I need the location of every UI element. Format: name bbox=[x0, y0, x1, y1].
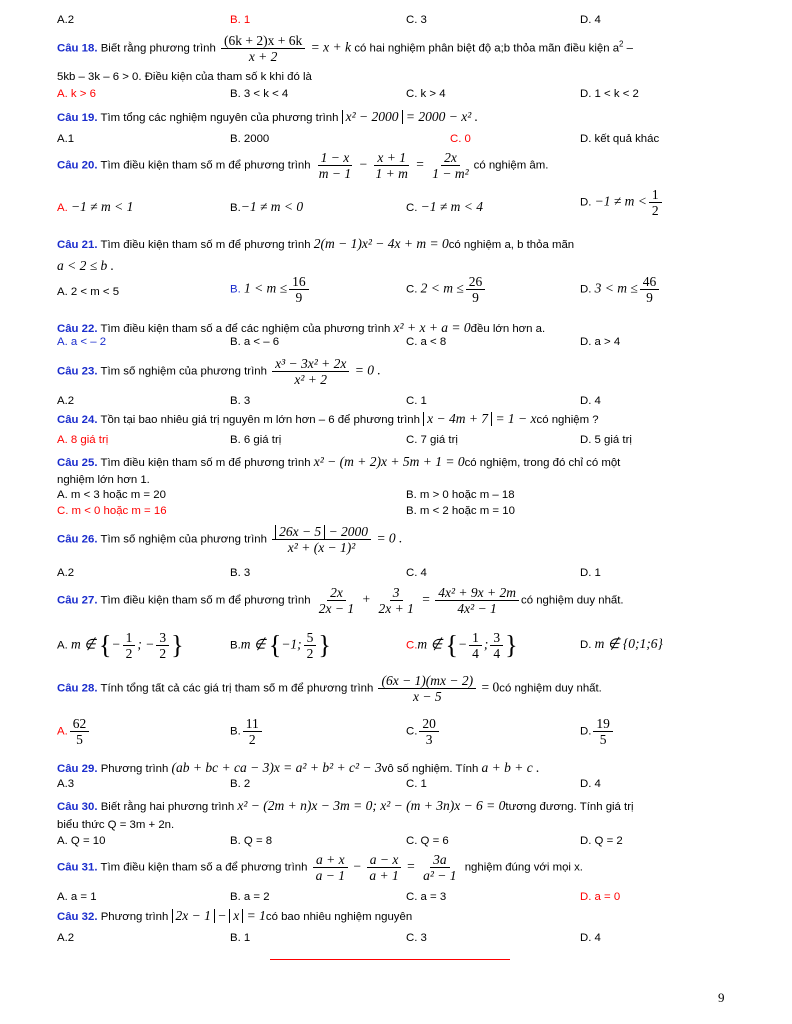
q26-option-a: A.2 bbox=[57, 567, 75, 579]
q18-label: Câu 18. bbox=[57, 42, 98, 55]
q19-stem: Câu 19. Tìm tổng các nghiệm nguyên của phương trình x² − 2000 = 2000 − x² . bbox=[57, 109, 479, 124]
q21-stem: Câu 21. Tìm điều kiện tham số m để phương trình 2(m − 1)x² − 4x + m = 0có nghiệm a, b thỏa mãn bbox=[57, 236, 575, 251]
q22-label: Câu 22. bbox=[57, 323, 98, 335]
q31-option-b: B. a = 2 bbox=[230, 891, 270, 903]
q30-option-d: D. Q = 2 bbox=[580, 835, 623, 847]
q18-option-a: A. k > 6 bbox=[57, 88, 96, 100]
q26-option-c: C. 4 bbox=[406, 567, 427, 579]
q20-option-c: C. −1 ≠ m < 4 bbox=[406, 199, 483, 214]
page-number: 9 bbox=[718, 990, 725, 1005]
q20-options bbox=[0, 187, 792, 218]
q25-option-b: B. m > 0 hoặc m – 18 bbox=[406, 489, 515, 501]
q22-option-c: C. a < 8 bbox=[406, 336, 447, 348]
q21-option-a: A. 2 < m < 5 bbox=[57, 286, 120, 298]
q30-stem: Câu 30. Biết rằng hai phương trình x² − (2m + n)x − 3m = 0; x² − (m + 3n)x − 6 = 0tương đương. Tính giá trị bbox=[57, 798, 634, 813]
q23-label: Câu 23. bbox=[57, 365, 98, 378]
q18-options bbox=[0, 88, 792, 104]
q23-stem: Câu 23. Tìm số nghiệm của phương trình $\frac{\text{x³ − 3x² + 2x}}{\text{x² + 2}}$ = 0 . bbox=[57, 356, 381, 387]
q32-stem: Câu 32. Phương trình 2x − 1 − x = 1có bao nhiêu nghiệm nguyên bbox=[57, 908, 413, 923]
q17-option-d: D. 4 bbox=[580, 14, 601, 26]
q25-options-row2 bbox=[0, 505, 792, 521]
q26-options bbox=[0, 567, 792, 583]
q21-label: Câu 21. bbox=[57, 239, 98, 251]
q25-option-c: C. m < 0 hoặc m = 16 bbox=[57, 505, 167, 517]
q19-abs: x² − 2000 bbox=[342, 110, 403, 124]
q18-stem: Câu 18. Biết rằng phương trình $\frac{(6k + 2)x + 6k}{x + 2}$ = x + k có hai nghiệm phân biệt độ a;b thỏa mãn điều kiện $a^2$ – bbox=[57, 33, 633, 64]
q31-option-c: C. a = 3 bbox=[406, 891, 447, 903]
q28-option-c: C. $\frac{20}{3}$ bbox=[406, 716, 441, 747]
q29-option-b: B. 2 bbox=[230, 778, 251, 790]
q29-stem: Câu 29. Phương trình (ab + bc + ca − 3)x = a² + b² + c² − 3vô số nghiệm. Tính a + b + c . bbox=[57, 760, 540, 775]
q26-option-d: D. 1 bbox=[580, 567, 601, 579]
q23-option-d: D. 4 bbox=[580, 395, 601, 407]
footer-divider bbox=[270, 959, 510, 960]
q20-label: Câu 20. bbox=[57, 159, 98, 172]
q23-option-a: A.2 bbox=[57, 395, 75, 407]
q23-option-c: C. 1 bbox=[406, 395, 427, 407]
q27-option-c: C.m ∉ {− $\frac{1}{4}$ ; $\frac{3}{4}$ } bbox=[406, 630, 518, 661]
q32-label: Câu 32. bbox=[57, 911, 98, 923]
q22-stem: Câu 22. Tìm điều kiện tham số a để các nghiệm của phương trình x² + x + a = 0đều lớn hơn a. bbox=[57, 320, 546, 335]
q31-option-a: A. a = 1 bbox=[57, 891, 97, 903]
q32-option-a: A.2 bbox=[57, 932, 75, 944]
q24-option-a: A. 8 giá trị bbox=[57, 434, 109, 446]
q23-options bbox=[0, 395, 792, 411]
q31-label: Câu 31. bbox=[57, 861, 98, 874]
q25-option-d: B. m < 2 hoặc m = 10 bbox=[406, 505, 515, 517]
q19-option-b: B. 2000 bbox=[230, 133, 270, 145]
q22-option-b: B. a < – 6 bbox=[230, 336, 280, 348]
q19-option-a: A.1 bbox=[57, 133, 75, 145]
q27-options bbox=[0, 630, 792, 666]
q19-option-d: D. kết quả khác bbox=[580, 133, 660, 145]
q24-option-d: D. 5 giá trị bbox=[580, 434, 632, 446]
q28-options bbox=[0, 716, 792, 752]
q25-stem: Câu 25. Tìm điều kiện tham số m để phương trình x² − (m + 2)x + 5m + 1 = 0có nghiệm, trong đó chỉ có một bbox=[57, 454, 621, 469]
q31-stem: Câu 31. Tìm điều kiện tham số a để phương trình $\frac{a + x}{a - 1}$ − $\frac{a - x}{a + 1}$ = $\frac{3a}{\text{a² − 1}}$ nghiệm đúng với mọi x. bbox=[57, 852, 583, 883]
q29-label: Câu 29. bbox=[57, 763, 98, 775]
q27-option-d: D. m ∉ {0;1;6} bbox=[580, 636, 663, 651]
q31-option-d: D. a = 0 bbox=[580, 891, 621, 903]
q26-option-b: B. 3 bbox=[230, 567, 251, 579]
q28-option-b: B. $\frac{11}{2}$ bbox=[230, 716, 264, 747]
q18-stem-line2: 5kb – 3k – 6 > 0. Điều kiện của tham số k khi đó là bbox=[57, 71, 312, 83]
q28-label: Câu 28. bbox=[57, 682, 98, 695]
q25-label: Câu 25. bbox=[57, 457, 98, 469]
q17-option-c: C. 3 bbox=[406, 14, 427, 26]
q18-fraction: $\frac{(6k + 2)x + 6k}{x + 2}$ bbox=[221, 33, 305, 64]
q30-option-b: B. Q = 8 bbox=[230, 835, 273, 847]
q20-option-a: A. −1 ≠ m < 1 bbox=[57, 199, 134, 214]
q27-label: Câu 27. bbox=[57, 594, 98, 607]
q24-option-b: B. 6 giá trị bbox=[230, 434, 282, 446]
q17-options bbox=[0, 14, 792, 30]
q22-options bbox=[0, 336, 792, 352]
q26-stem: Câu 26. Tìm số nghiệm của phương trình $\frac{26x - 5 - 2000}{\text{x² + (x − 1)²}}$ = 0 . bbox=[57, 524, 403, 555]
q21-option-b: B. 1 < m ≤ $\frac{16}{9}$ bbox=[230, 274, 311, 305]
q18-option-b: B. 3 < k < 4 bbox=[230, 88, 289, 100]
q30-option-c: C. Q = 6 bbox=[406, 835, 449, 847]
q28-stem: Câu 28. Tính tổng tất cả các giá trị tham số m để phương trình $\frac{(6x - 1)(mx - 2)}{x - 5}$ = 0có nghiệm duy nhất. bbox=[57, 673, 602, 704]
q21-options bbox=[0, 274, 792, 305]
q29-option-d: D. 4 bbox=[580, 778, 601, 790]
q23-option-b: B. 3 bbox=[230, 395, 251, 407]
q32-option-c: C. 3 bbox=[406, 932, 427, 944]
q24-option-c: C. 7 giá trị bbox=[406, 434, 458, 446]
q25-option-a: A. m < 3 hoặc m = 20 bbox=[57, 489, 166, 501]
q20-option-b: B.−1 ≠ m < 0 bbox=[230, 199, 304, 214]
q17-option-b: B. 1 bbox=[230, 14, 251, 26]
q29-option-a: A.3 bbox=[57, 778, 75, 790]
q27-stem: Câu 27. Tìm điều kiện tham số m để phương trình $\frac{2x}{2x - 1}$ + $\frac{3}{2x + 1}$ = $\frac{\text{4x² + 9x + 2m}}{\text{4x² − 1}}$ có nghiệm duy nhất. bbox=[57, 585, 624, 616]
q30-option-a: A. Q = 10 bbox=[57, 835, 106, 847]
q21-stem-line2: a < 2 ≤ b . bbox=[57, 258, 115, 273]
q18-option-c: C. k > 4 bbox=[406, 88, 446, 100]
q30-label: Câu 30. bbox=[57, 801, 98, 813]
q31-options bbox=[0, 891, 792, 907]
q27-option-b: B.m ∉ {−1; $\frac{5}{2}$ } bbox=[230, 630, 331, 661]
q22-option-d: D. a > 4 bbox=[580, 336, 621, 348]
q32-option-d: D. 4 bbox=[580, 932, 601, 944]
q29-options bbox=[0, 778, 792, 794]
q19-option-c: C. 0 bbox=[450, 133, 471, 145]
q24-label: Câu 24. bbox=[57, 414, 98, 426]
q27-option-a: A. m ∉ {− $\frac{1}{2}$ ; − $\frac{3}{2}$ } bbox=[57, 630, 184, 661]
q32-options bbox=[0, 932, 792, 948]
q30-stem-line2: biểu thức Q = 3m + 2n. bbox=[57, 819, 175, 831]
q26-label: Câu 26. bbox=[57, 533, 98, 546]
q19-options bbox=[0, 133, 792, 149]
q22-option-a: A. a < – 2 bbox=[57, 336, 107, 348]
q21-option-d: D. 3 < m ≤ $\frac{46}{9}$ bbox=[580, 274, 661, 305]
q32-option-b: B. 1 bbox=[230, 932, 251, 944]
q29-option-c: C. 1 bbox=[406, 778, 427, 790]
q20-option-d: D. −1 ≠ m < $\frac{1}{2}$ bbox=[580, 187, 664, 218]
q30-options bbox=[0, 835, 792, 851]
q25-stem-line2: nghiệm lớn hơn 1. bbox=[57, 474, 150, 486]
q21-option-c: C. 2 < m ≤ $\frac{26}{9}$ bbox=[406, 274, 487, 305]
q25-options-row1 bbox=[0, 489, 792, 505]
q18-option-d: D. 1 < k < 2 bbox=[580, 88, 639, 100]
q19-label: Câu 19. bbox=[57, 112, 98, 124]
q24-stem: Câu 24. Tồn tại bao nhiêu giá trị nguyên m lớn hơn – 6 để phương trình x − 4m + 7 = 1 − xcó nghiệm ? bbox=[57, 411, 599, 426]
q24-options bbox=[0, 434, 792, 450]
q20-stem: Câu 20. Tìm điều kiện tham số m để phương trình $\frac{1 - x}{m - 1}$ − $\frac{x + 1}{1 + m}$ = $\frac{2x}{\text{1 − m²}}$ có nghiệm âm. bbox=[57, 150, 549, 181]
q28-option-a: A. $\frac{62}{5}$ bbox=[57, 716, 91, 747]
q28-option-d: D. $\frac{19}{5}$ bbox=[580, 716, 615, 747]
q17-option-a: A.2 bbox=[57, 14, 75, 26]
